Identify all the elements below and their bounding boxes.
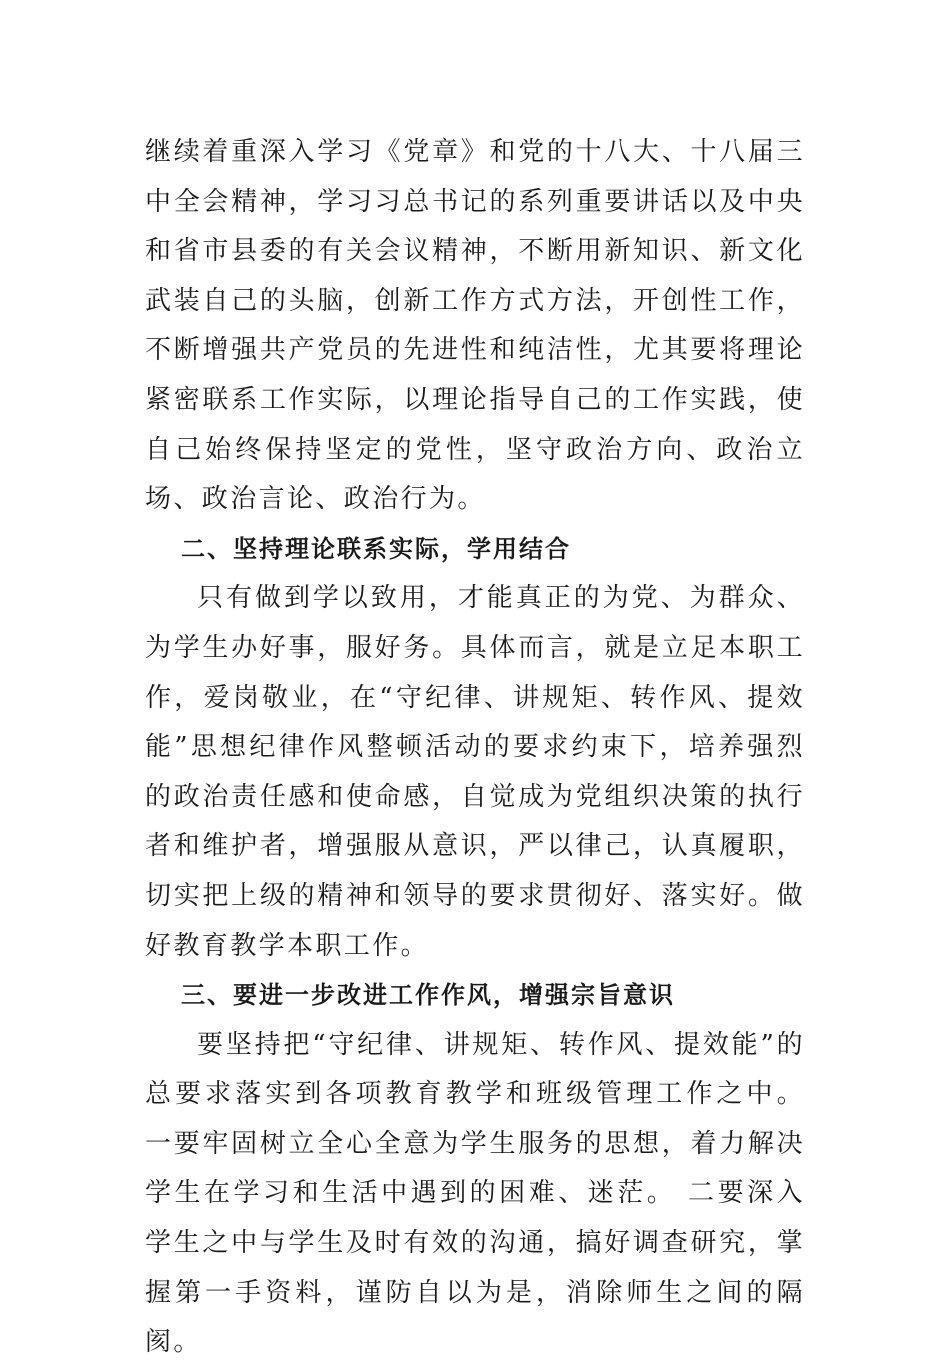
- paragraph-study-continuation: 继续着重深入学习《党章》和党的十八大、十八届三中全会精神，学习习总书记的系列重要讲话以及中央和省市县委的有关会议精神，不断用新知识、新文化武装自己的头脑，创新工作方式方法，开创性工作，不断增强共产党员的先进性和纯洁性，尤其要将理论紧密联系工作实际，以理论指导自己的工作实践，使自己始终保持坚定的党性，坚守政治方向、政治立场、政治言论、政治行为。: [145, 137, 805, 515]
- paragraph-work-style: 要坚持把“守纪律、讲规矩、转作风、提效能”的总要求落实到各项教育教学和班级管理工作之中。 一要牢固树立全心全意为学生服务的思想，着力解决学生在学习和生活中遇到的困难、迷茫。 二要深入学生之中与学生及时有效的沟通，搞好调查研究，掌握第一手资料，谨防自以为是，消除师生之间的隔阂。: [145, 1029, 805, 1358]
- paragraph-practice: 只有做到学以致用，才能真正的为党、为群众、为学生办好事，服好务。具体而言，就是立足本职工作，爱岗敬业，在“守纪律、讲规矩、转作风、提效能”思想纪律作风整顿活动的要求约束下，培养强烈的政治责任感和使命感，自觉成为党组织决策的执行者和维护者，增强服从意识，严以律己，认真履职，切实把上级的精神和领导的要求贯彻好、落实好。做好教育教学本职工作。: [145, 583, 805, 961]
- section-heading-three: 三、要进一步改进工作作风，增强宗旨意识: [181, 981, 675, 1010]
- section-heading-two: 二、坚持理论联系实际，学用结合: [181, 534, 571, 563]
- document-body: [145, 128, 805, 1368]
